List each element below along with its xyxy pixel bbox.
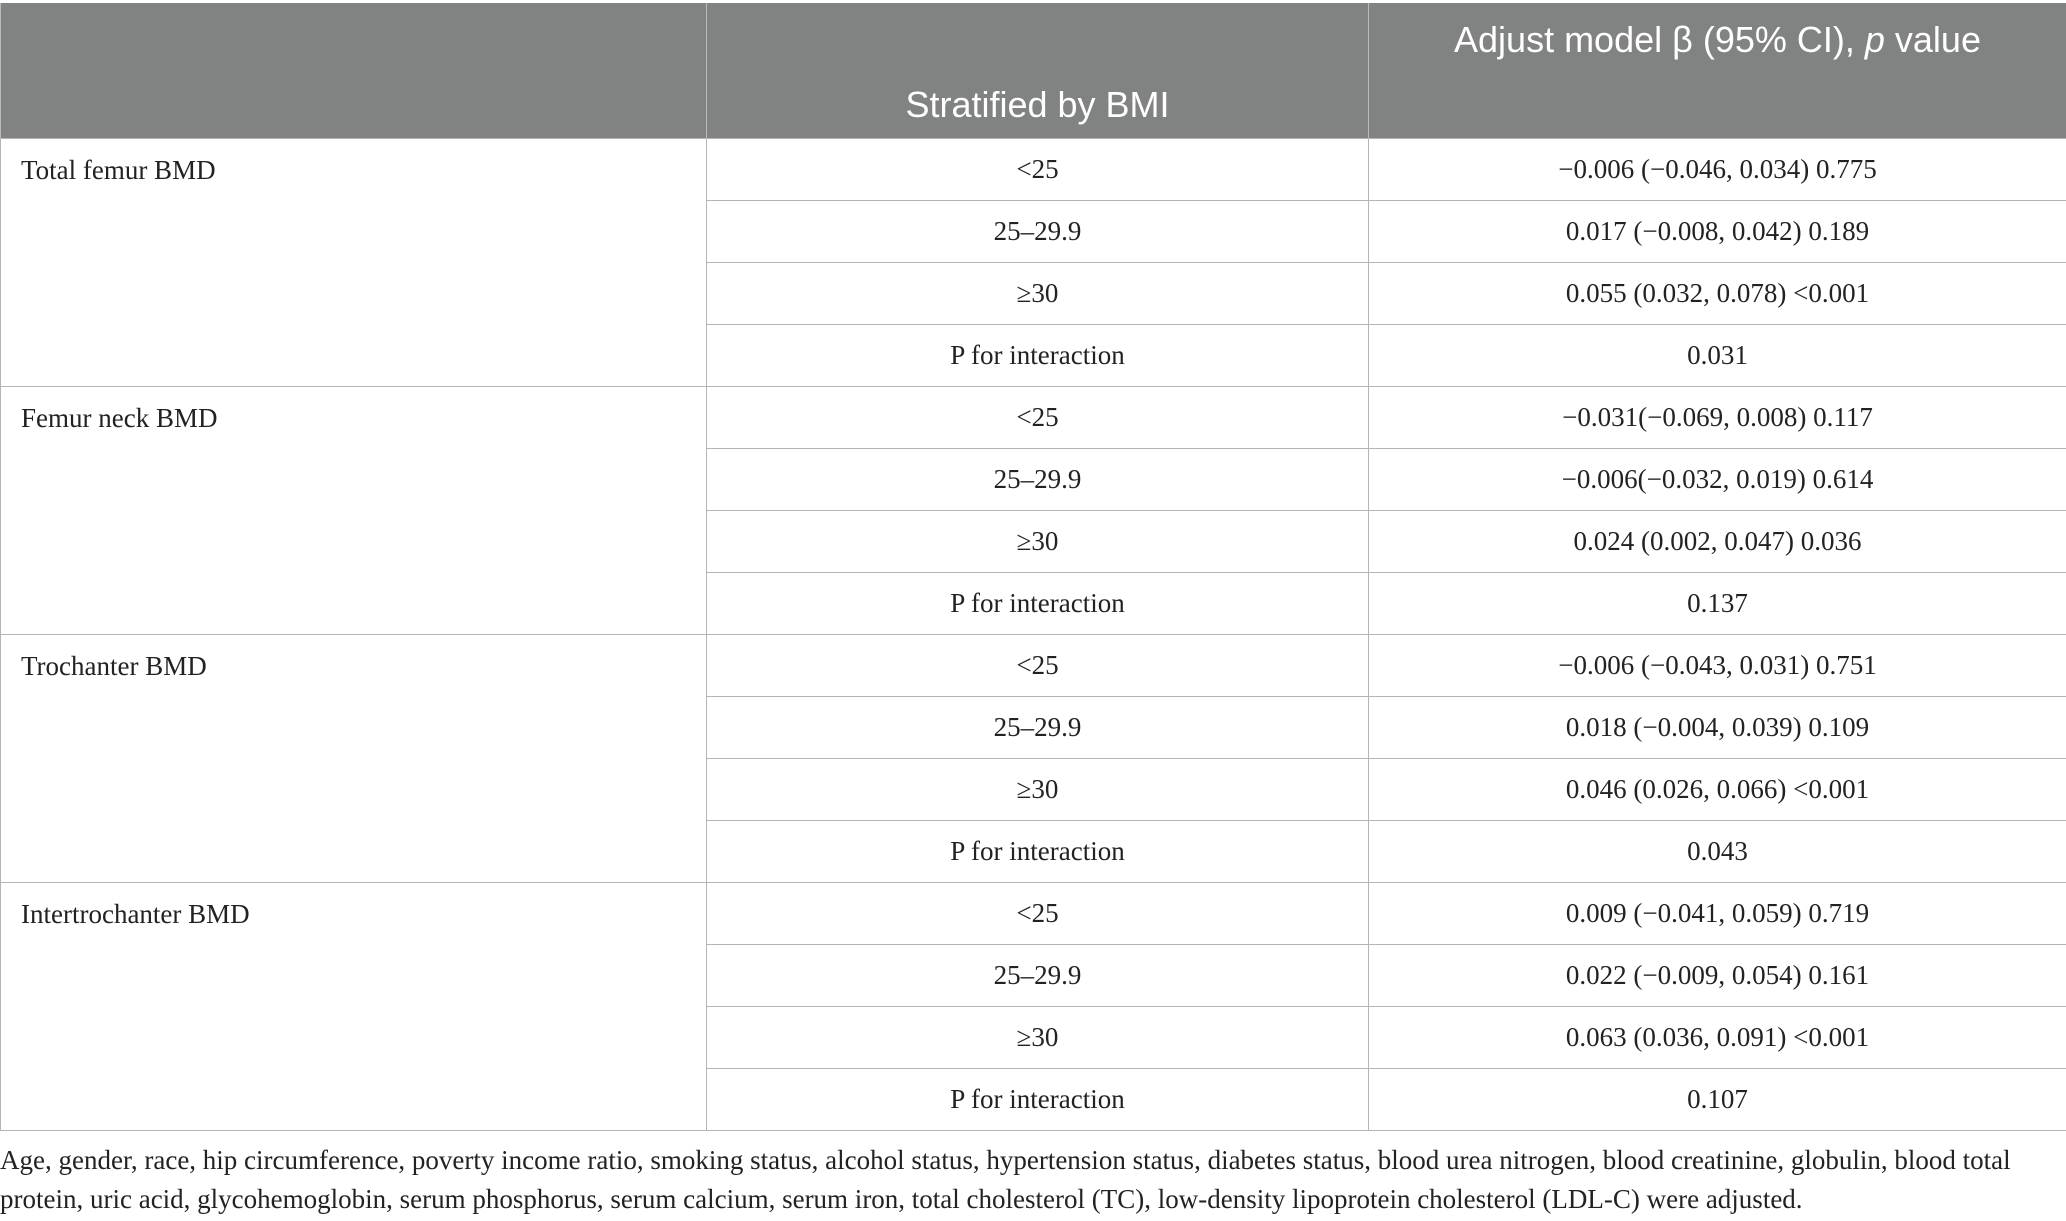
bmi-cell: 25–29.9 xyxy=(707,201,1369,263)
table-row xyxy=(1,387,2066,449)
group-label-trochanter: Trochanter BMD xyxy=(1,635,707,883)
value-cell: 0.022 (−0.009, 0.054) 0.161 xyxy=(1369,945,2066,1007)
value-cell: 0.024 (0.002, 0.047) 0.036 xyxy=(1369,511,2066,573)
value-cell: −0.031(−0.069, 0.008) 0.117 xyxy=(1369,387,2066,449)
bmi-cell: P for interaction xyxy=(707,1069,1369,1131)
group-label-femur-neck: Femur neck BMD xyxy=(1,387,707,635)
table-row xyxy=(1,139,2066,201)
header-adjust-model xyxy=(1369,3,2066,139)
bmi-cell: ≥30 xyxy=(707,511,1369,573)
bmi-cell: ≥30 xyxy=(707,1007,1369,1069)
results-table-container xyxy=(0,3,2066,1131)
value-cell: −0.006 (−0.046, 0.034) 0.775 xyxy=(1369,139,2066,201)
table-header-row xyxy=(1,3,2066,139)
header-stratified-label: Stratified by BMI xyxy=(905,84,1170,125)
header-empty-cell xyxy=(1,3,707,139)
value-cell: −0.006(−0.032, 0.019) 0.614 xyxy=(1369,449,2066,511)
header-stratified-by-bmi xyxy=(707,3,1369,139)
value-cell: 0.046 (0.026, 0.066) <0.001 xyxy=(1369,759,2066,821)
group-label-intertrochanter: Intertrochanter BMD xyxy=(1,883,707,1131)
value-cell: 0.031 xyxy=(1369,325,2066,387)
value-cell: 0.063 (0.036, 0.091) <0.001 xyxy=(1369,1007,2066,1069)
bmi-cell: <25 xyxy=(707,139,1369,201)
value-cell: −0.006 (−0.043, 0.031) 0.751 xyxy=(1369,635,2066,697)
table-footnote: Age, gender, race, hip circumference, poverty income ratio, smoking status, alcohol status, hypertension status, diabetes status, blood urea nitrogen, blood creatinine, globulin, blood total protein, uric acid, glycohemoglobin, serum phosphorus, serum calcium, serum iron, total cholesterol (TC), low-density lipoprotein cholesterol (LDL-C) were adjusted. xyxy=(0,1145,2011,1214)
value-cell: 0.107 xyxy=(1369,1069,2066,1131)
bmi-cell: 25–29.9 xyxy=(707,697,1369,759)
stratified-results-table xyxy=(0,3,2066,1131)
group-label-total-femur: Total femur BMD xyxy=(1,139,707,387)
bmi-cell: ≥30 xyxy=(707,759,1369,821)
bmi-cell: 25–29.9 xyxy=(707,449,1369,511)
value-cell: 0.017 (−0.008, 0.042) 0.189 xyxy=(1369,201,2066,263)
table-row xyxy=(1,883,2066,945)
bmi-cell: <25 xyxy=(707,387,1369,449)
bmi-cell: 25–29.9 xyxy=(707,945,1369,1007)
bmi-cell: ≥30 xyxy=(707,263,1369,325)
header-adjust-label: Adjust model β (95% CI), p value xyxy=(1454,19,1981,60)
value-cell: 0.018 (−0.004, 0.039) 0.109 xyxy=(1369,697,2066,759)
bmi-cell: <25 xyxy=(707,635,1369,697)
value-cell: 0.009 (−0.041, 0.059) 0.719 xyxy=(1369,883,2066,945)
value-cell: 0.055 (0.032, 0.078) <0.001 xyxy=(1369,263,2066,325)
bmi-cell: P for interaction xyxy=(707,325,1369,387)
bmi-cell: P for interaction xyxy=(707,821,1369,883)
bmi-cell: <25 xyxy=(707,883,1369,945)
bmi-cell: P for interaction xyxy=(707,573,1369,635)
table-row xyxy=(1,635,2066,697)
value-cell: 0.137 xyxy=(1369,573,2066,635)
value-cell: 0.043 xyxy=(1369,821,2066,883)
